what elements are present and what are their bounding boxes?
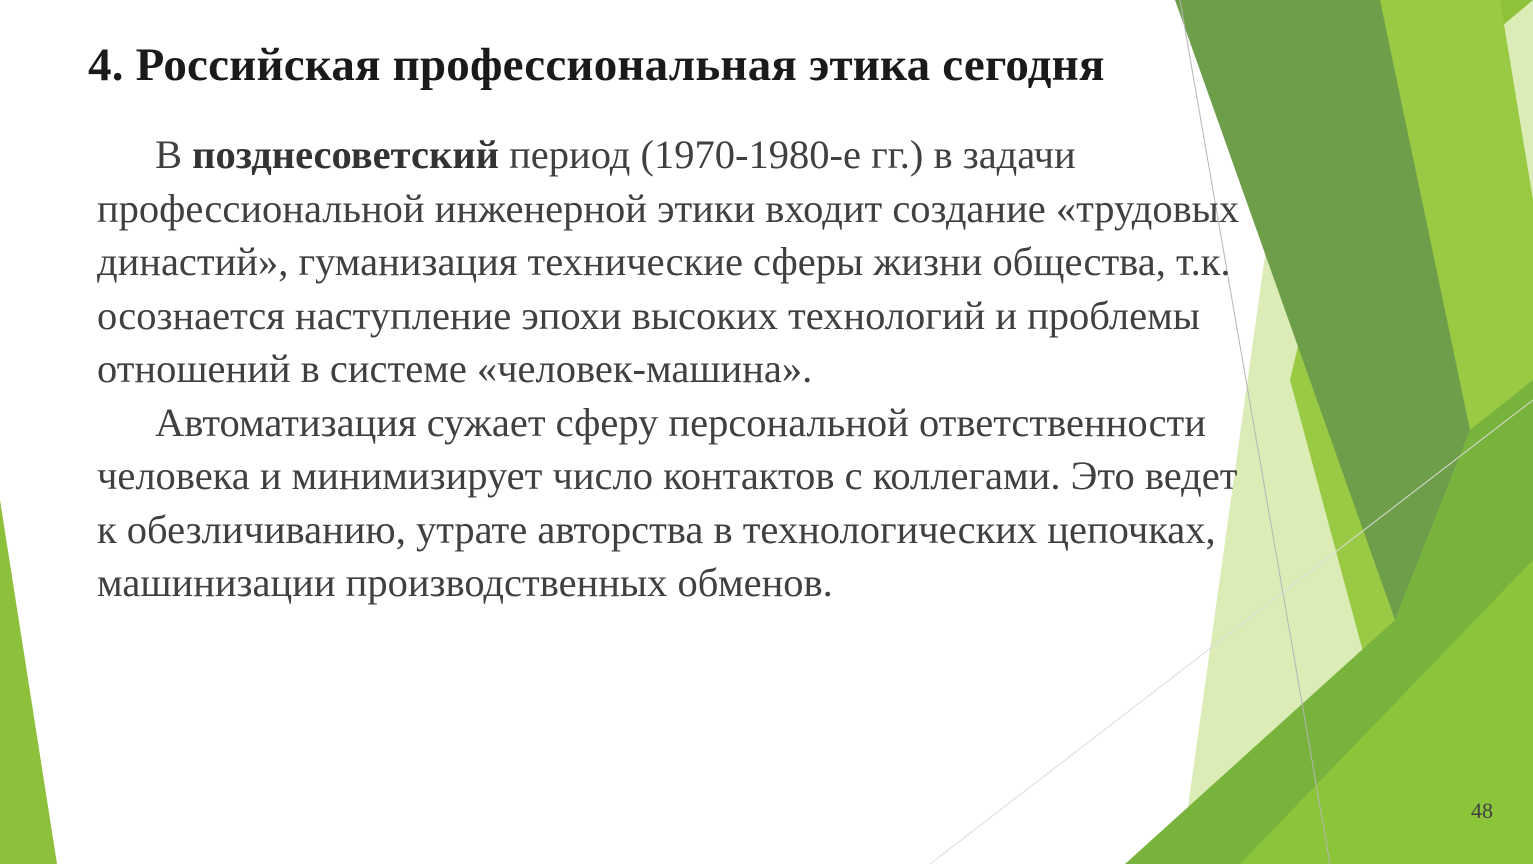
paragraph-rest: период (1970-1980-е гг.) в задачи профессиональной инженерной этики входит создание «трудовых династий», гуманизация технические сферы жизни общества, т.к. осознается наступление эпохи высоких технологий и проблемы отношений в системе «человек-машина». <box>97 132 1240 391</box>
page-number: 48 <box>1471 798 1493 823</box>
slide-body <box>97 128 1247 610</box>
paragraph-lead: В <box>155 132 193 177</box>
bold-term: позднесоветский <box>192 132 499 177</box>
shape-left-triangle <box>0 500 57 864</box>
paragraph-automation: Автоматизация сужает сферу персональной ответственности человека и минимизирует число контактов с коллегами. Это ведет к обезличиванию, утрате авторства в технологических цепочках, машинизации производственных обменов. <box>97 399 1238 605</box>
paragraph-late-soviet <box>97 128 1247 396</box>
slide-title: 4. Российская профессиональная этика сегодня <box>88 39 1105 91</box>
